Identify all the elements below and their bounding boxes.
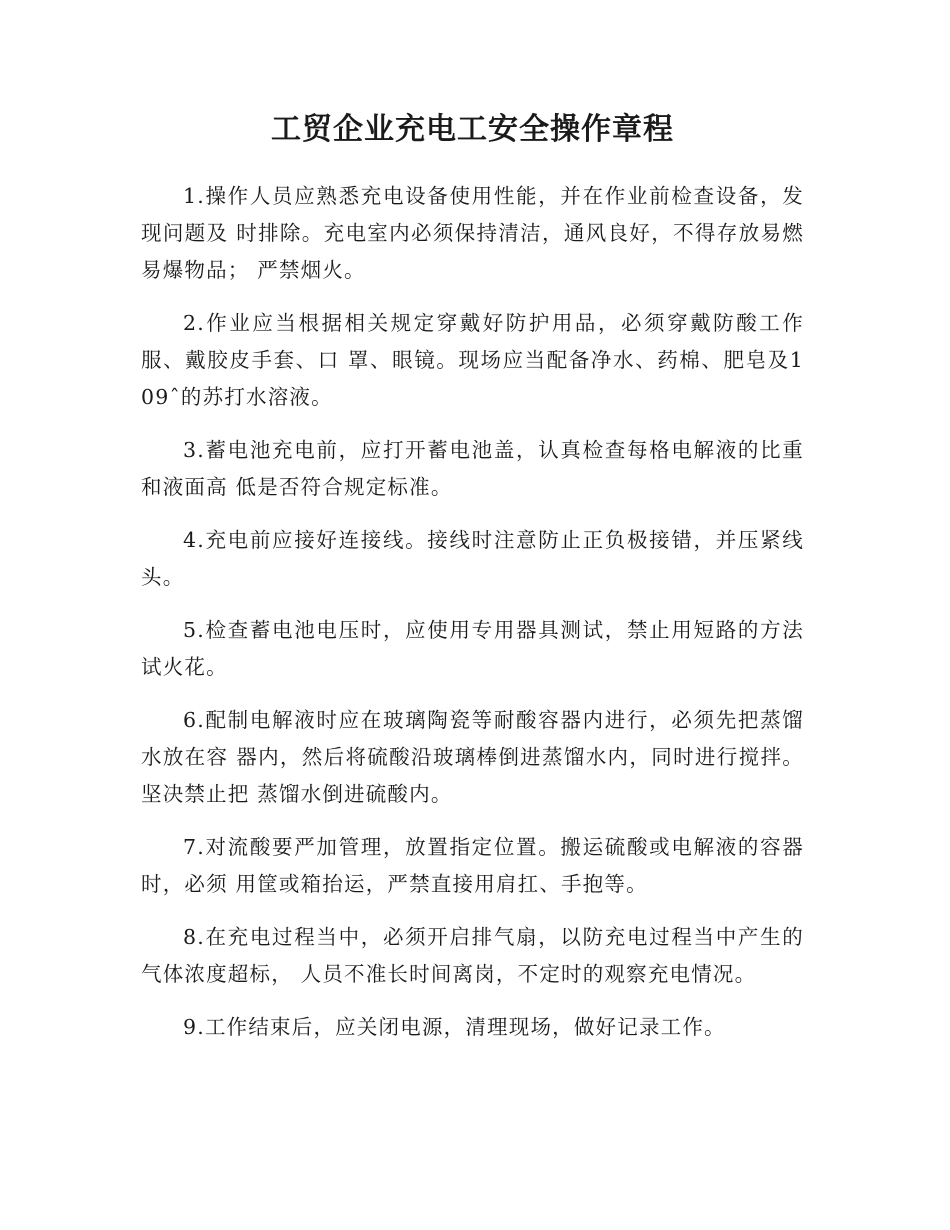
clause-7: 7.对流酸要严加管理，放置指定位置。搬运硫酸或电解液的容器时，必须 用筐或箱抬运，严禁直接用肩扛、手抱等。 <box>141 835 804 896</box>
clause-5: 5.检查蓄电池电压时，应使用专用器具测试，禁止用短路的方法试火花。 <box>141 618 804 679</box>
clause-2: 2.作业应当根据相关规定穿戴好防护用品，必须穿戴防酸工作服、戴胶皮手套、口 罩、眼镜。现场应当配备净水、药棉、肥皂及109ˆ的苏打水溶液。 <box>141 311 804 409</box>
document-title: 工贸企业充电工安全操作章程 <box>271 112 674 147</box>
clause-6: 6.配制电解液时应在玻璃陶瓷等耐酸容器内进行，必须先把蒸馏水放在容 器内，然后将硫酸沿玻璃棒倒进蒸馏水内，同时进行搅拌。坚决禁止把 蒸馏水倒进硫酸内。 <box>141 708 804 806</box>
clause-list <box>141 178 804 1046</box>
clause-9: 9.工作结束后，应关闭电源，清理现场，做好记录工作。 <box>183 1015 726 1039</box>
clause-1: 1.操作人员应熟悉充电设备使用性能，并在作业前检查设备，发现问题及 时排除。充电室内必须保持清洁，通风良好，不得存放易燃易爆物品； 严禁烟火。 <box>141 184 804 282</box>
clause-3: 3.蓄电池充电前，应打开蓄电池盖，认真检查每格电解液的比重和液面高 低是否符合规定标准。 <box>141 438 804 499</box>
clause-4: 4.充电前应接好连接线。接线时注意防止正负极接错，并压紧线头。 <box>141 528 804 589</box>
clause-8: 8.在充电过程当中，必须开启排气扇，以防充电过程当中产生的气体浓度超标， 人员不准长时间离岗，不定时的观察充电情况。 <box>141 925 804 986</box>
